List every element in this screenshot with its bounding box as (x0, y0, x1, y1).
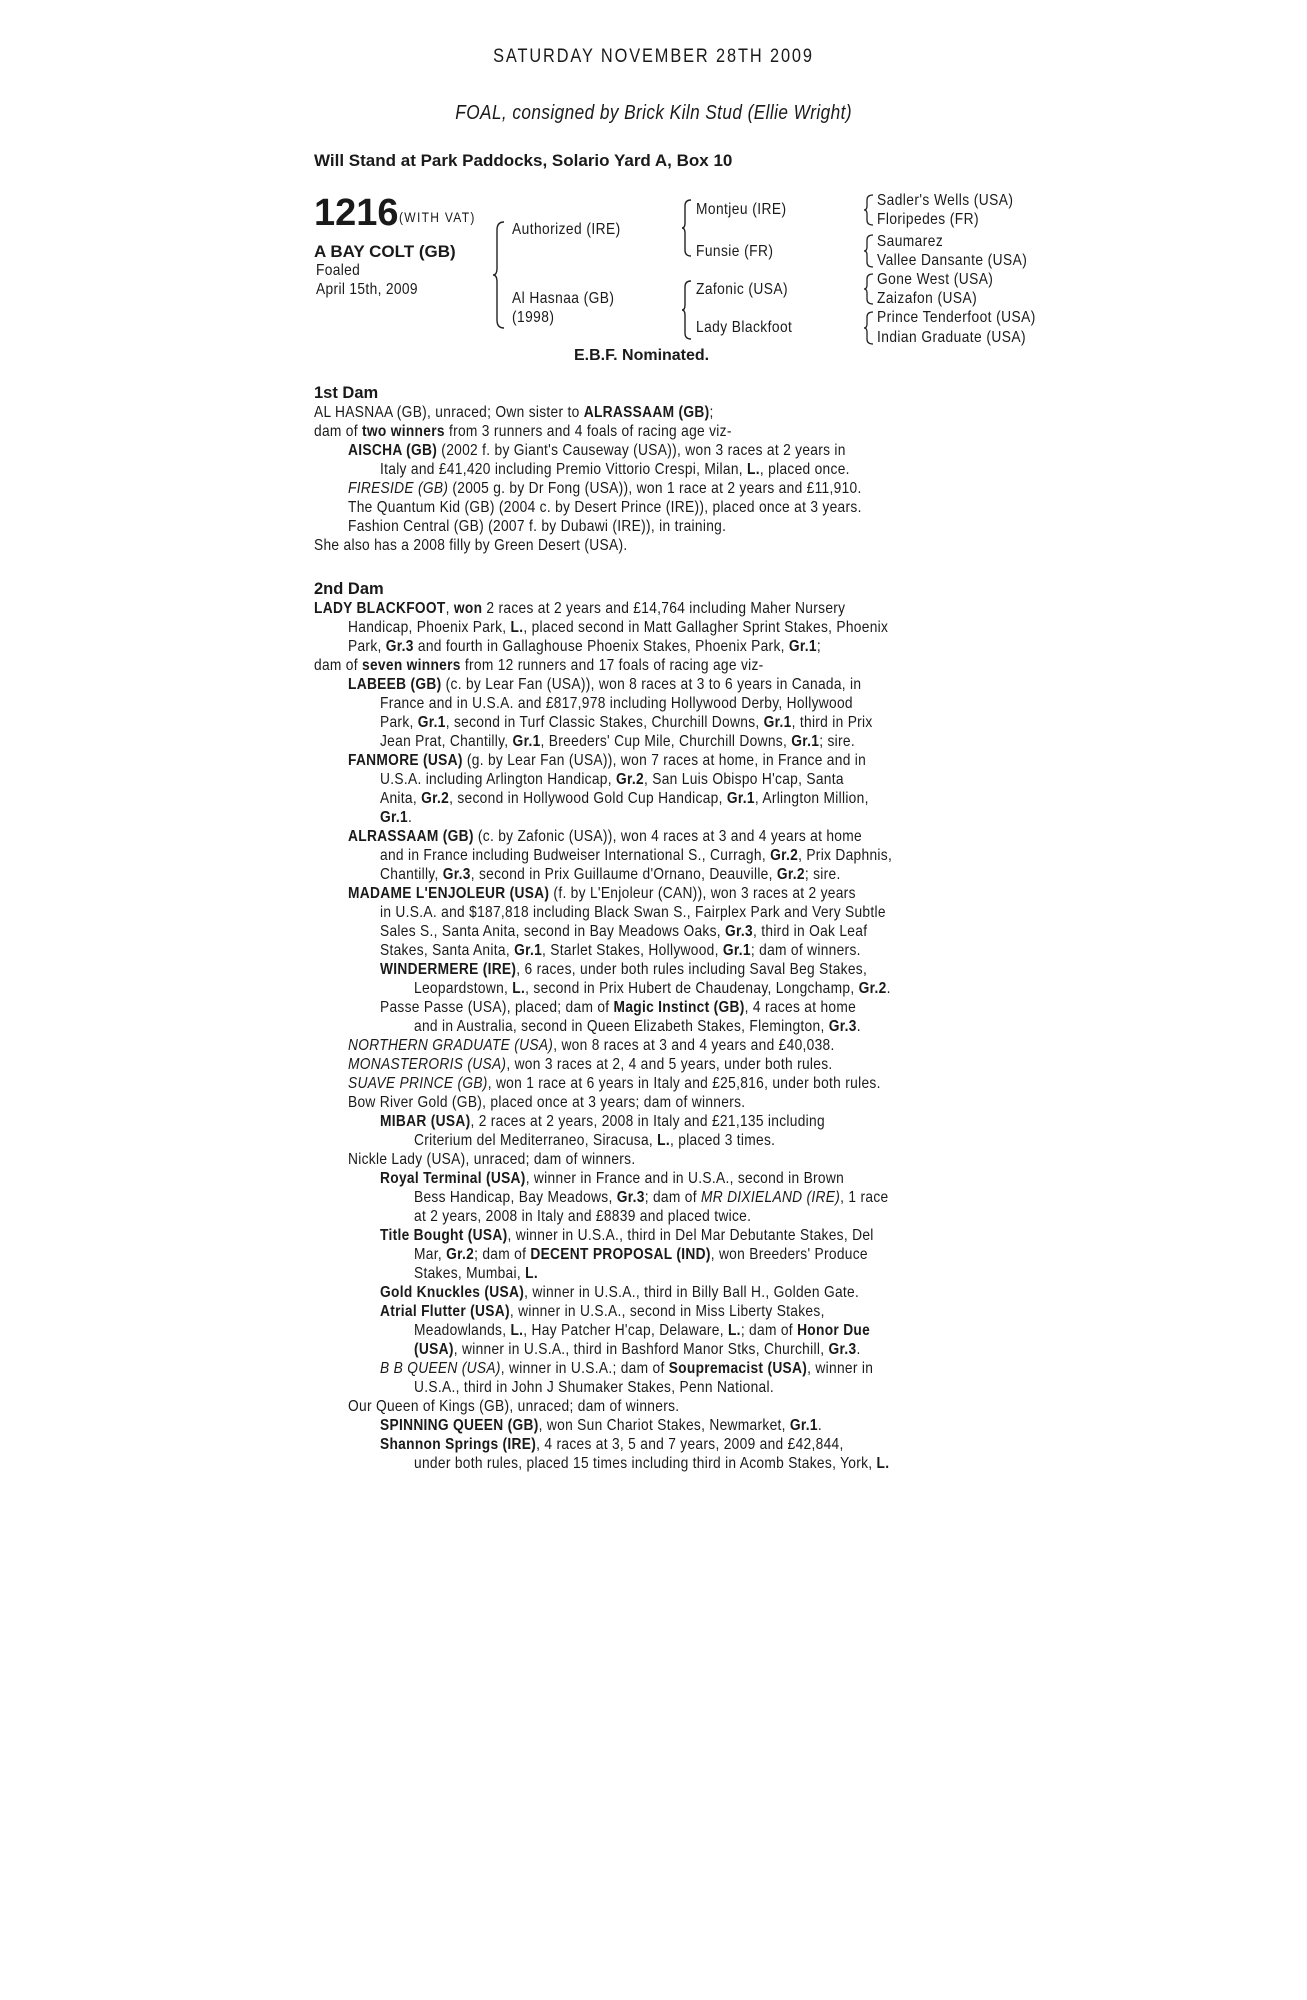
text-line: Our Queen of Kings (GB), unraced; dam of winners. (348, 1398, 680, 1415)
text-line: Bow River Gold (GB), placed once at 3 years; dam of winners. (348, 1094, 746, 1111)
ebf-nominated: E.B.F. Nominated. (574, 347, 710, 364)
text-line: Handicap, Phoenix Park, L., placed second in Matt Gallagher Sprint Stakes, Phoenix (348, 619, 889, 636)
text-line: Passe Passe (USA), placed; dam of Magic Instinct (GB), 4 races at home (380, 999, 857, 1016)
text-line: AISCHA (GB) (2002 f. by Giant's Causeway (USA)), won 3 races at 2 years in (348, 442, 846, 459)
text-line: SPINNING QUEEN (GB), won Sun Chariot Stakes, Newmarket, Gr.1. (380, 1417, 823, 1434)
text-line: Atrial Flutter (USA), winner in U.S.A., second in Miss Liberty Stakes, (380, 1303, 825, 1320)
vat-note: (WITH VAT) (399, 209, 476, 225)
pedigree-g5: Gone West (USA) (877, 271, 994, 288)
lot-number: 1216 (314, 192, 399, 234)
foaled-date: April 15th, 2009 (316, 281, 418, 298)
pedigree-g2: Floripedes (FR) (877, 211, 980, 228)
pedigree-g4: Vallee Dansante (USA) (877, 252, 1028, 269)
text-line: Fashion Central (GB) (2007 f. by Dubawi (IRE)), in training. (348, 518, 727, 535)
text-line: Chantilly, Gr.3, second in Prix Guillaume d'Ornano, Deauville, Gr.2; sire. (380, 866, 841, 883)
text-line: Bess Handicap, Bay Meadows, Gr.3; dam of MR DIXIELAND (IRE), 1 race (414, 1189, 889, 1206)
pedigree-g6: Zaizafon (USA) (877, 290, 978, 307)
pedigree-sire-sire: Montjeu (IRE) (696, 201, 787, 218)
text-line: The Quantum Kid (GB) (2004 c. by Desert Prince (IRE)), placed once at 3 years. (348, 499, 862, 516)
pedigree-notes (314, 384, 1014, 1473)
text-line: Sales S., Santa Anita, second in Bay Meadows Oaks, Gr.3, third in Oak Leaf (380, 923, 868, 940)
text-line: and in Australia, second in Queen Elizabeth Stakes, Flemington, Gr.3. (414, 1018, 861, 1035)
text-line: Gold Knuckles (USA), winner in U.S.A., third in Billy Ball H., Golden Gate. (380, 1284, 860, 1301)
text-line: Stakes, Mumbai, L. (414, 1265, 538, 1282)
text-line: Leopardstown, L., second in Prix Hubert de Chaudenay, Longchamp, Gr.2. (414, 980, 891, 997)
sire-line-brace (681, 198, 693, 258)
foaled-label: Foaled (316, 262, 361, 279)
g-brace-4 (863, 310, 875, 346)
second-dam-heading: 2nd Dam (314, 580, 384, 598)
text-line: FIRESIDE (GB) (2005 g. by Dr Fong (USA)), won 1 race at 2 years and £11,910. (348, 480, 862, 497)
sire-dam-brace (492, 220, 506, 330)
text-line: B B QUEEN (USA), winner in U.S.A.; dam of Soupremacist (USA), winner in (380, 1360, 874, 1377)
text-line: at 2 years, 2008 in Italy and £8839 and placed twice. (414, 1208, 752, 1225)
text-line: AL HASNAA (GB), unraced; Own sister to ALRASSAAM (GB); (314, 404, 714, 421)
text-line: Stakes, Santa Anita, Gr.1, Starlet Stakes, Hollywood, Gr.1; dam of winners. (380, 942, 861, 959)
text-line: Nickle Lady (USA), unraced; dam of winners. (348, 1151, 636, 1168)
text-line: dam of two winners from 3 runners and 4 foals of racing age viz- (314, 423, 732, 440)
pedigree-sire-dam: Funsie (FR) (696, 243, 774, 260)
text-line: under both rules, placed 15 times including third in Acomb Stakes, York, L. (414, 1455, 890, 1472)
pedigree-g3: Saumarez (877, 233, 944, 250)
text-line: U.S.A. including Arlington Handicap, Gr.2, San Luis Obispo H'cap, Santa (380, 771, 844, 788)
text-line: LABEEB (GB) (c. by Lear Fan (USA)), won 8 races at 3 to 6 years in Canada, in (348, 676, 862, 693)
pedigree-sire: Authorized (IRE) (512, 221, 621, 238)
text-line: Title Bought (USA), winner in U.S.A., third in Del Mar Debutante Stakes, Del (380, 1227, 874, 1244)
pedigree-g1: Sadler's Wells (USA) (877, 192, 1014, 209)
text-line: Royal Terminal (USA), winner in France and in U.S.A., second in Brown (380, 1170, 845, 1187)
text-line: Mar, Gr.2; dam of DECENT PROPOSAL (IND), won Breeders' Produce (414, 1246, 868, 1263)
pedigree-g7: Prince Tenderfoot (USA) (877, 309, 1036, 326)
text-line: and in France including Budweiser International S., Curragh, Gr.2, Prix Daphnis, (380, 847, 893, 864)
text-line: dam of seven winners from 12 runners and 17 foals of racing age viz- (314, 657, 764, 674)
sale-date: SATURDAY NOVEMBER 28TH 2009 (493, 46, 814, 67)
text-line: (USA), winner in U.S.A., third in Bashford Manor Stks, Churchill, Gr.3. (414, 1341, 861, 1358)
text-line: SUAVE PRINCE (GB), won 1 race at 6 years in Italy and £25,816, under both rules. (348, 1075, 881, 1092)
g-brace-2 (863, 233, 875, 269)
text-line: MIBAR (USA), 2 races at 2 years, 2008 in Italy and £21,135 including (380, 1113, 825, 1130)
text-line: Anita, Gr.2, second in Hollywood Gold Cup Handicap, Gr.1, Arlington Million, (380, 790, 869, 807)
text-line: France and in U.S.A. and £817,978 including Hollywood Derby, Hollywood (380, 695, 853, 712)
text-line: Meadowlands, L., Hay Patcher H'cap, Delaware, L.; dam of Honor Due (414, 1322, 871, 1339)
text-line: Park, Gr.1, second in Turf Classic Stakes, Churchill Downs, Gr.1, third in Prix (380, 714, 873, 731)
text-line: MADAME L'ENJOLEUR (USA) (f. by L'Enjoleur (CAN)), won 3 races at 2 years (348, 885, 856, 902)
text-line: Gr.1. (380, 809, 413, 826)
pedigree-dam-sire: Zafonic (USA) (696, 281, 788, 298)
dam-line-brace (681, 279, 693, 341)
text-line: Park, Gr.3 and fourth in Gallaghouse Phoenix Stakes, Phoenix Park, Gr.1; (348, 638, 821, 655)
lot-title: A BAY COLT (GB) (314, 242, 456, 261)
pedigree-dam-dam: Lady Blackfoot (696, 319, 793, 336)
text-line: ALRASSAAM (GB) (c. by Zafonic (USA)), won 4 races at 3 and 4 years at home (348, 828, 862, 845)
consignment-line: FOAL, consigned by Brick Kiln Stud (Ellie Wright) (455, 102, 852, 124)
pedigree-dam: Al Hasnaa (GB) (512, 290, 615, 307)
first-dam-heading: 1st Dam (314, 384, 379, 402)
text-line: Italy and £41,420 including Premio Vittorio Crespi, Milan, L., placed once. (380, 461, 850, 478)
text-line: LADY BLACKFOOT, won 2 races at 2 years and £14,764 including Maher Nursery (314, 600, 846, 617)
g-brace-1 (863, 193, 875, 227)
pedigree-dam-year: (1998) (512, 309, 555, 326)
text-line: She also has a 2008 filly by Green Desert (USA). (314, 537, 628, 554)
pedigree-g8: Indian Graduate (USA) (877, 329, 1026, 346)
text-line: Shannon Springs (IRE), 4 races at 3, 5 and 7 years, 2009 and £42,844, (380, 1436, 844, 1453)
text-line: MONASTERORIS (USA), won 3 races at 2, 4 and 5 years, under both rules. (348, 1056, 833, 1073)
stand-location: Will Stand at Park Paddocks, Solario Yard A, Box 10 (314, 151, 733, 170)
text-line: in U.S.A. and $187,818 including Black Swan S., Fairplex Park and Very Subtle (380, 904, 886, 921)
text-line: Criterium del Mediterraneo, Siracusa, L., placed 3 times. (414, 1132, 776, 1149)
text-line: WINDERMERE (IRE), 6 races, under both rules including Saval Beg Stakes, (380, 961, 868, 978)
text-line: Jean Prat, Chantilly, Gr.1, Breeders' Cup Mile, Churchill Downs, Gr.1; sire. (380, 733, 855, 750)
text-line: NORTHERN GRADUATE (USA), won 8 races at 3 and 4 years and £40,038. (348, 1037, 835, 1054)
text-line: FANMORE (USA) (g. by Lear Fan (USA)), won 7 races at home, in France and in (348, 752, 867, 769)
text-line: U.S.A., third in John J Shumaker Stakes, Penn National. (414, 1379, 774, 1396)
g-brace-3 (863, 272, 875, 306)
